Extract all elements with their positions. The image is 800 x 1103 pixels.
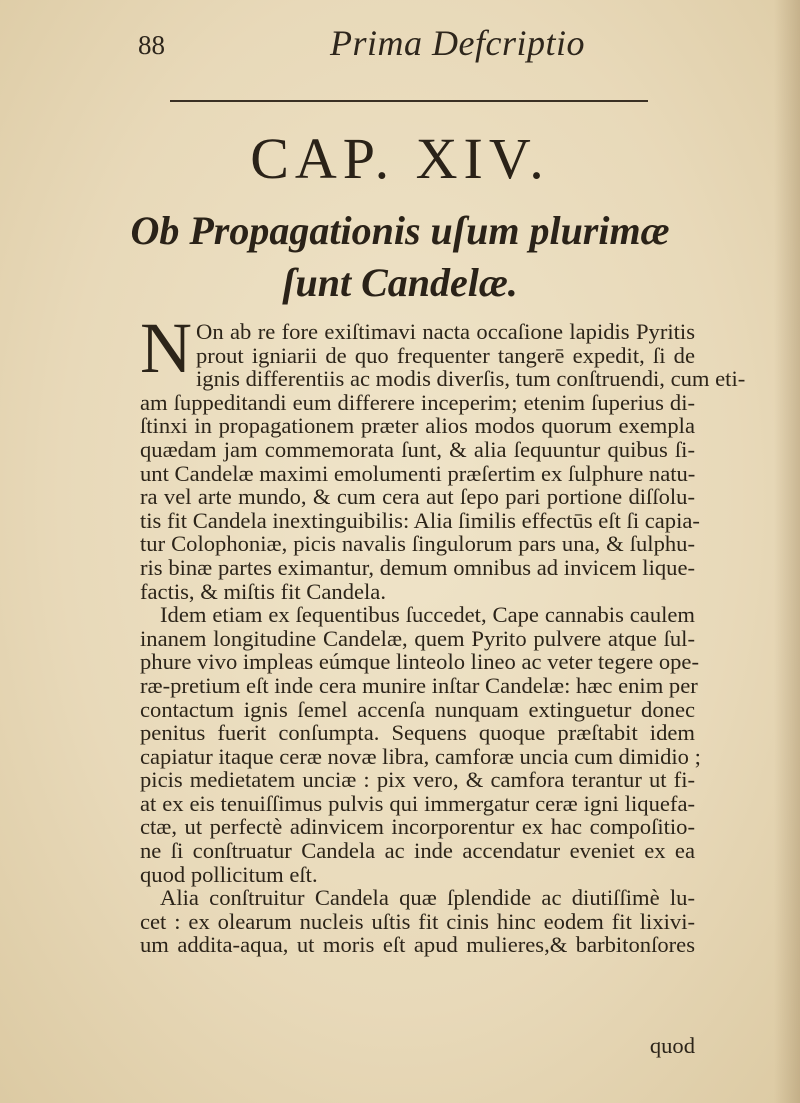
text-line: am ſuppeditandi eum differere inceperim; etenim ſuperius di- [140,389,695,415]
text-line: phure vivo impleas eúmque linteolo lineo ac veter tegere ope- [140,649,699,675]
paragraph-3 [140,886,695,957]
chapter-title-line: Ob Propagationis uſum plurimæ [130,208,670,253]
page-number: 88 [138,30,165,60]
chapter-heading: CAP. XIV. [250,126,550,191]
text-line: ſtinxi in propagationem præter alios modos quorum exempla [140,413,695,439]
text-line: tur Colophoniæ, picis navalis ſingulorum pars una, & ſulphu- [140,531,695,557]
text-line: inanem longitudine Candelæ, quem Pyrito pulvere atque ſul- [140,625,695,651]
text-line: On ab re fore exiſtimavi nacta occaſione lapidis Pyritis [196,319,695,344]
text-line: contactum ignis ſemel accenſa nunquam extinguetur donec [140,696,695,722]
text-line: ra vel arte mundo, & cum cera aut ſepo pari portione diſſolu- [140,484,695,510]
text-line: factis, & miſtis fit Candela. [140,578,386,604]
text-line: picis medietatem unciæ : pix vero, & camfora terantur ut fi- [140,767,695,793]
text-line: tis fit Candela inextinguibilis: Alia ſimilis effectūs eſt ſi capia- [140,507,700,533]
text-line: unt Candelæ maximi emolumenti præſertim ex ſulphure natu- [140,460,696,486]
text-line: Alia conſtruitur Candela quæ ſplendide ac diutiſſimè lu- [160,885,695,911]
text-line: Idem etiam ex ſequentibus ſuccedet, Cape cannabis caulem [160,602,695,628]
text-line: penitus fuerit conſumpta. Sequens quoque præſtabit idem [140,720,695,746]
text-line: ræ-pretium eſt inde cera munire inſtar Candelæ: hæc enim per [140,672,698,698]
text-line: ris binæ partes eximantur, demum omnibus ad invicem lique- [140,554,695,580]
running-head [0,22,800,72]
paragraph-2 [140,602,701,887]
text-line: capiatur itaque ceræ novæ libra, camforæ uncia cum dimidio ; [140,743,701,769]
catchword: quod [649,1033,695,1058]
chapter-title-line: ſunt Candelæ. [282,260,518,305]
paragraph-1 [140,308,746,604]
text-line: prout igniarii de quo frequenter tangerē expedit, ſi de [196,342,695,368]
running-title: Prima Defcriptio [330,23,585,63]
text-line: quædam jam commemorata ſunt, & alia ſequuntur quibus ſi- [140,436,695,462]
body-text [140,308,746,958]
text-line: um addita-aqua, ut moris eſt apud mulieres,& barbitonſores [140,932,695,958]
text-line: ignis differentiis ac modis diverſis, tum conſtruendi, cum eti- [196,366,746,392]
text-line: ctæ, ut perfectè adinvicem incorporentur ex hac compoſitio- [140,814,695,840]
header-rule [170,100,648,102]
text-line: quod pollicitum eſt. [140,861,318,887]
text-line: ne ſi conſtruatur Candela ac inde accendatur eveniet ex ea [140,838,695,864]
drop-cap: N [140,308,192,388]
chapter-title [130,205,670,309]
text-line: cet : ex olearum nucleis uſtis fit cinis hinc eodem fit lixivi- [140,908,695,934]
text-line: at ex eis tenuiſſimus pulvis qui immergatur ceræ igni liquefa- [140,790,695,816]
